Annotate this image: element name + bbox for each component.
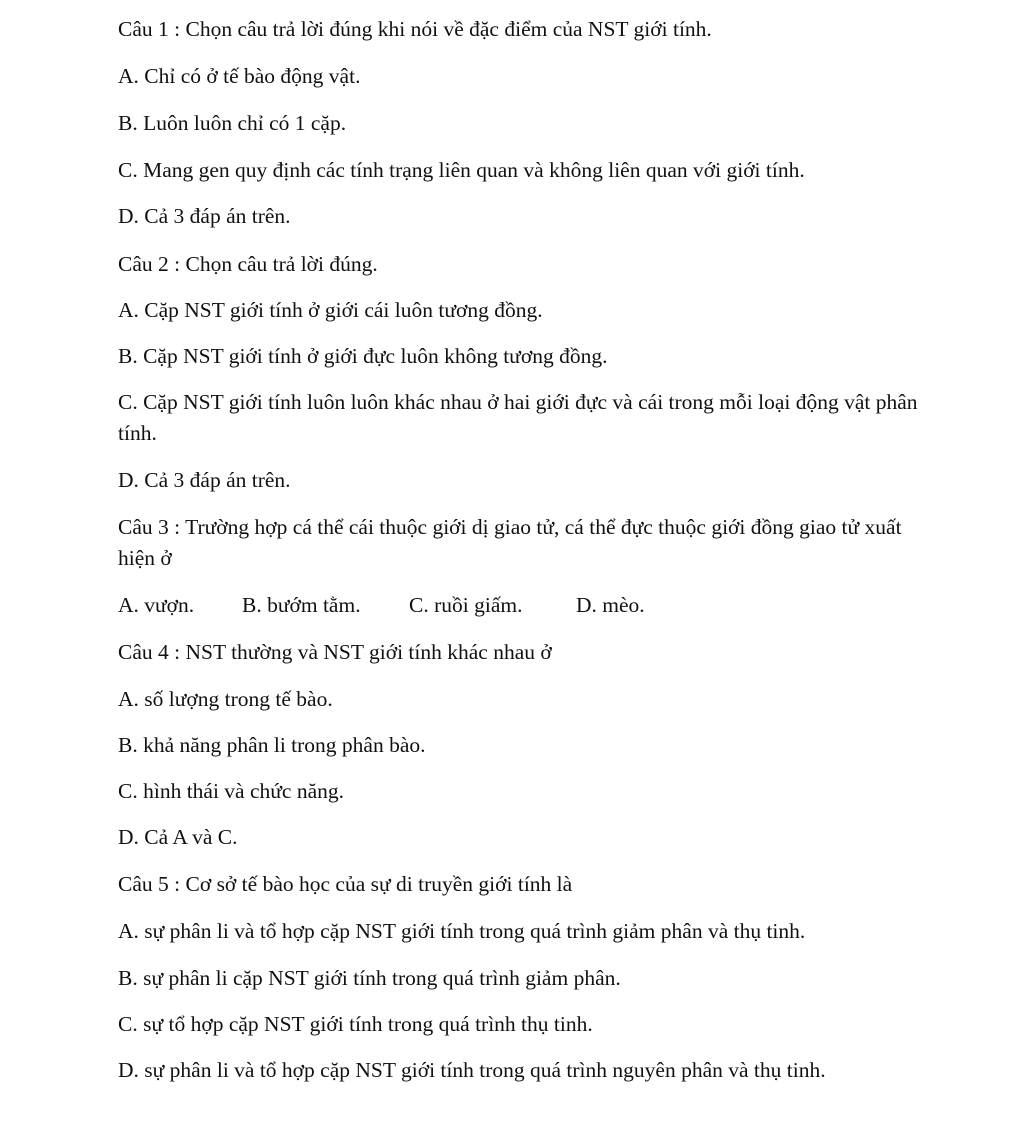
question-4-prompt: Câu 4 : NST thường và NST giới tính khác nhau ở <box>118 640 552 664</box>
question-4-option-d: D. Cả A và C. <box>118 825 238 849</box>
question-2-option-d: D. Cả 3 đáp án trên. <box>118 468 291 492</box>
question-3-option-a: A. vượn. <box>118 593 195 617</box>
question-3-option-c: C. ruồi giấm. <box>409 593 523 617</box>
question-5-option-d: D. sự phân li và tổ hợp cặp NST giới tính trong quá trình nguyên phân và thụ tinh. <box>118 1058 826 1082</box>
question-1-option-d: D. Cả 3 đáp án trên. <box>118 204 291 228</box>
question-1-option-c: C. Mang gen quy định các tính trạng liên quan và không liên quan với giới tính. <box>118 158 805 182</box>
question-2-option-a: A. Cặp NST giới tính ở giới cái luôn tương đồng. <box>118 298 543 322</box>
question-2-option-b: B. Cặp NST giới tính ở giới đực luôn không tương đồng. <box>118 344 608 368</box>
question-5-option-a: A. sự phân li và tổ hợp cặp NST giới tính trong quá trình giảm phân và thụ tinh. <box>118 919 806 943</box>
question-4-option-a: A. số lượng trong tế bào. <box>118 687 333 711</box>
question-5-option-b: B. sự phân li cặp NST giới tính trong quá trình giảm phân. <box>118 966 621 990</box>
question-2-option-c: C. Cặp NST giới tính luôn luôn khác nhau ở hai giới đực và cái trong mỗi loại động vật phân tính. <box>118 390 918 445</box>
question-1-prompt: Câu 1 : Chọn câu trả lời đúng khi nói về đặc điểm của NST giới tính. <box>118 17 712 41</box>
question-1-option-b: B. Luôn luôn chỉ có 1 cặp. <box>118 111 347 135</box>
question-3-option-b: B. bướm tằm. <box>242 593 361 617</box>
question-5-option-c: C. sự tổ hợp cặp NST giới tính trong quá trình thụ tinh. <box>118 1012 593 1036</box>
question-4-option-c: C. hình thái và chức năng. <box>118 779 345 803</box>
question-3-options-row <box>118 590 948 620</box>
question-5-prompt: Câu 5 : Cơ sở tế bào học của sự di truyền giới tính là <box>118 872 573 896</box>
question-3-option-d: D. mèo. <box>576 593 645 617</box>
question-1-option-a: A. Chỉ có ở tế bào động vật. <box>118 64 361 88</box>
question-4-option-b: B. khả năng phân li trong phân bào. <box>118 733 426 757</box>
question-3-prompt: Câu 3 : Trường hợp cá thể cái thuộc giới dị giao tử, cá thể đực thuộc giới đồng giao tử xuất hiện ở <box>118 515 902 570</box>
question-2-prompt: Câu 2 : Chọn câu trả lời đúng. <box>118 252 378 276</box>
